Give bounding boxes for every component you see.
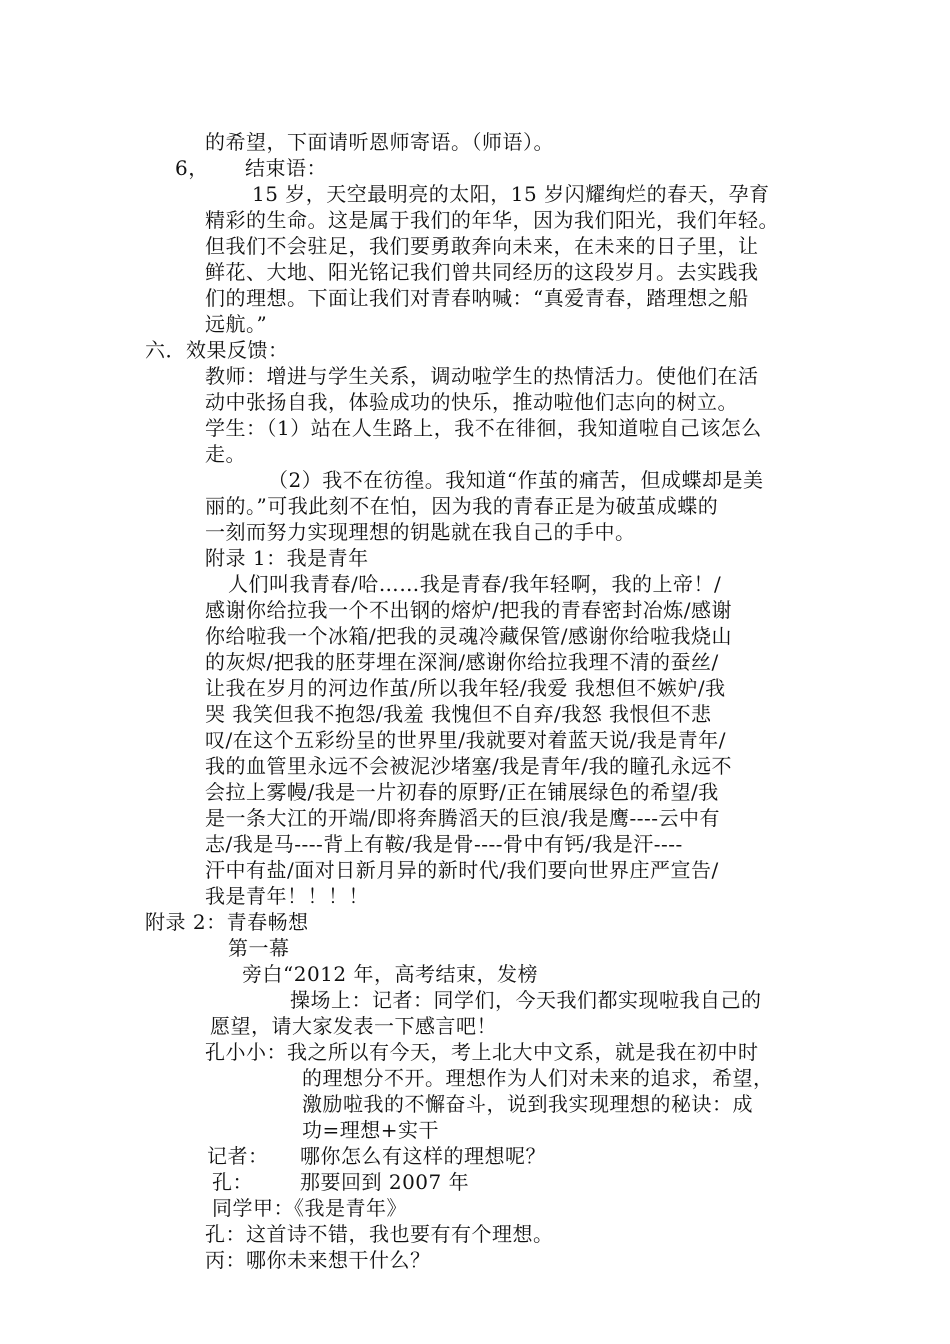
text-line: 动中张扬自我，体验成功的快乐，推动啦他们志向的树立。 (205, 390, 738, 414)
dialogue-line: 孔：这首诗不错，我也要有有个理想。 (205, 1222, 554, 1246)
text-line: 鲜花、大地、阳光铭记我们曾共同经历的这段岁月。去实践我 (205, 260, 759, 284)
text-line: 走。 (205, 442, 246, 466)
poem-line: 会拉上雾幔/我是一片初春的原野/正在铺展绿色的希望/我 (205, 780, 719, 804)
poem-line: 汗中有盐/面对日新月异的新时代/我们要向世界庄严宣告/ (205, 858, 719, 882)
dialogue-line: 孔小小：我之所以有今天，考上北大中文系，就是我在初中时 (205, 1040, 759, 1064)
dialogue-line: 功=理想+实干 (302, 1118, 440, 1142)
poem-line: 让我在岁月的河边作茧/所以我年轻/我爱 我想但不嫉妒/我 (205, 676, 726, 700)
poem-line: 人们叫我青春/哈……我是青春/我年轻啊，我的上帝！/ (228, 572, 722, 596)
text-line: 丽的。”可我此刻不在怕，因为我的青春正是为破茧成蝶的 (205, 494, 719, 518)
dialogue-line: 操场上：记者：同学们，今天我们都实现啦我自己的 (290, 988, 762, 1012)
text-line: 学生：（1）站在人生路上，我不在徘徊，我知道啦自己该怎么 (205, 416, 762, 440)
speaker-label: 记者： (207, 1144, 269, 1168)
poem-line: 的灰烬/把我的胚芽埋在深涧/感谢你给拉我理不清的蚕丝/ (205, 650, 719, 674)
text-line: 15 岁，天空最明亮的太阳，15 岁闪耀绚烂的春天，孕育 (252, 182, 770, 206)
speaker-label: 孔： (212, 1170, 253, 1194)
poem-line: 叹/在这个五彩纷呈的世界里/我就要对着蓝天说/我是青年/ (205, 728, 726, 752)
dialogue-line: 愿望，请大家发表一下感言吧！ (210, 1014, 497, 1038)
dialogue-line: 的理想分不开。理想作为人们对未来的追求，希望， (302, 1066, 774, 1090)
dialogue-line: 同学甲：《我是青年》 (212, 1196, 407, 1220)
appendix-title: 附录 1：我是青年 (205, 546, 369, 570)
text-line: 教师：增进与学生关系，调动啦学生的热情活力。使他们在活 (205, 364, 759, 388)
text-line: 但我们不会驻足，我们要勇敢奔向未来，在未来的日子里，让 (205, 234, 759, 258)
poem-line: 感谢你给拉我一个不出钢的熔炉/把我的青春密封冶炼/感谢 (205, 598, 732, 622)
section-heading: 六．效果反馈： (145, 338, 289, 362)
text-line: 们的理想。下面让我们对青春呐喊：“真爱青春，踏理想之船 (205, 286, 749, 310)
appendix-title: 附录 2：青春畅想 (145, 910, 309, 934)
dialogue-line: 哪你怎么有这样的理想呢？ (300, 1144, 546, 1168)
poem-line: 我是青年！！！！ (205, 884, 369, 908)
text-line: 的希望，下面请听恩师寄语。（师语）。 (205, 130, 554, 154)
text-line: （2）我不在彷徨。我知道“作茧的痛苦，但成蝶却是美 (268, 468, 764, 492)
dialogue-line: 激励啦我的不懈奋斗，说到我实现理想的秘诀：成 (302, 1092, 753, 1116)
list-number: 6， (175, 156, 209, 180)
text-line: 远航。” (205, 312, 268, 336)
poem-line: 你给啦我一个冰箱/把我的灵魂冷藏保管/感谢你给啦我烧山 (205, 624, 732, 648)
scene-title: 第一幕 (228, 936, 290, 960)
poem-line: 我的血管里永远不会被泥沙堵塞/我是青年/我的瞳孔永远不 (205, 754, 732, 778)
text-line: 精彩的生命。这是属于我们的年华，因为我们阳光，我们年轻。 (205, 208, 779, 232)
dialogue-line: 那要回到 2007 年 (300, 1170, 470, 1194)
poem-line: 哭 我笑但我不抱怨/我羞 我愧但不自弃/我怒 我恨但不悲 (205, 702, 712, 726)
text-line: 一刻而努力实现理想的钥匙就在我自己的手中。 (205, 520, 636, 544)
narration-line: 旁白“2012 年，高考结束，发榜 (242, 962, 538, 986)
dialogue-line: 丙：哪你未来想干什么？ (205, 1248, 431, 1272)
section-heading: 结束语： (245, 156, 327, 180)
poem-line: 是一条大江的开端/即将奔腾滔天的巨浪/我是鹰----云中有 (205, 806, 721, 830)
poem-line: 志/我是马----背上有鞍/我是骨----骨中有钙/我是汗---- (205, 832, 683, 856)
